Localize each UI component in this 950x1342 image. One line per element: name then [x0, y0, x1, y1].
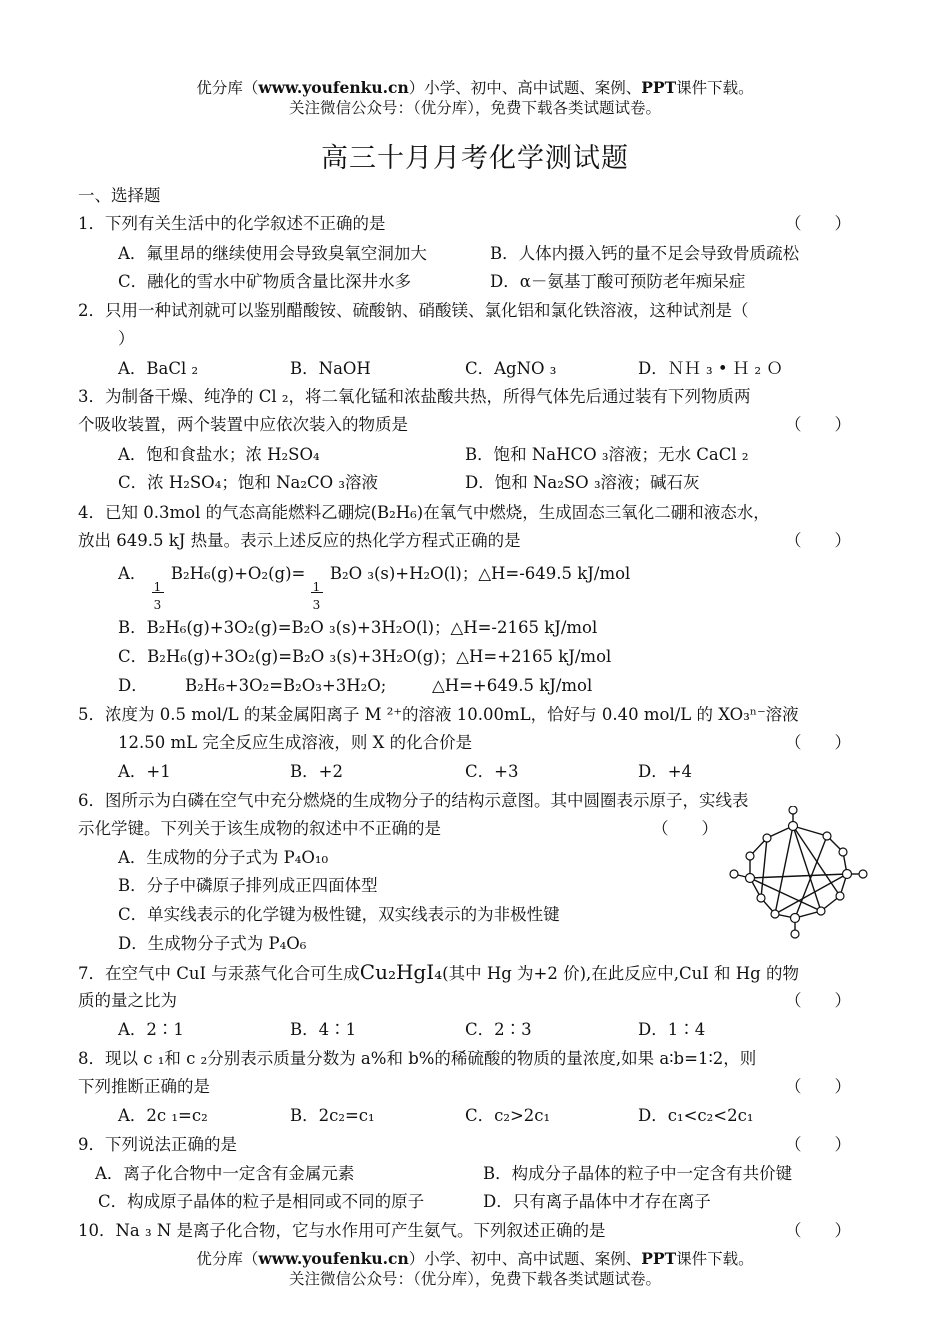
q7-option-d: D．1∶4	[638, 1020, 706, 1039]
oxygen-atom	[791, 930, 799, 938]
q8-option-d: D．c₁<c₂<2c₁	[638, 1106, 754, 1125]
question-3-stem-cont: 个吸收装置，两个装置中应依次装入的物质是	[78, 415, 408, 434]
page-title: 高三十月月考化学测试题	[321, 143, 629, 174]
q7-option-b: B．4∶1	[290, 1020, 357, 1039]
frac-numerator: 1	[153, 580, 162, 594]
oxygen-atom	[823, 832, 831, 840]
q2-option-a: A．BaCl ₂	[118, 359, 199, 378]
question-6-stem: 6．图所示为白磷在空气中充分燃烧的生成物分子的结构示意图。其中圆圈表示原子，实线表	[78, 791, 749, 810]
q1-option-d: D．α－氨基丁酸可预防老年痴呆症	[490, 272, 746, 291]
q1-option-a: A．氟里昂的继续使用会导致臭氧空洞加大	[118, 244, 427, 263]
answer-blank: （ ）	[785, 733, 851, 752]
question-10-stem: 10．Na ₃ N 是离子化合物，它与水作用可产生氨气。下列叙述正确的是	[78, 1221, 606, 1240]
page-header-line-1	[0, 78, 950, 98]
question-4-stem-cont: 放出 649.5 kJ 热量。表示上述反应的热化学方程式正确的是	[78, 531, 521, 550]
oxygen-atom	[763, 834, 771, 842]
oxygen-atom	[757, 894, 765, 902]
footer-site: www.youfenku.cn	[258, 1249, 409, 1268]
page-footer-line-1	[0, 1249, 950, 1269]
question-5-stem-cont: 12.50 mL 完全反应生成溶液，则 X 的化合价是	[118, 733, 473, 752]
oxygen-atom	[859, 870, 867, 878]
q4-option-d-equation: B₂H₆+3O₂=B₂O₃+3H₂O;	[185, 676, 387, 695]
oxygen-atom	[839, 848, 847, 856]
q5-option-d: D．+4	[638, 762, 693, 781]
footer-ppt: PPT	[641, 1249, 677, 1268]
q4-option-b: B．B₂H₆(g)+3O₂(g)=B₂O ₃(s)+3H₂O(l)；△H=-2165 kJ/mol	[118, 618, 598, 637]
header-ppt: PPT	[641, 78, 677, 97]
q2-option-d: D．ＮＨ ₃ • Ｈ ₂ Ｏ	[638, 359, 783, 378]
q9-option-d: D．只有离子晶体中才存在离子	[483, 1192, 711, 1211]
frac-denominator: 3	[312, 598, 321, 612]
question-8-stem-cont: 下列推断正确的是	[78, 1077, 210, 1096]
question-8-stem: 8．现以 c ₁和 c ₂分别表示质量分数为 a%和 b%的稀硫酸的物质的量浓度,如果 a∶b=1∶2，则	[78, 1049, 757, 1068]
answer-blank: （ ）	[785, 1221, 851, 1240]
answer-blank: （ ）	[785, 991, 851, 1010]
phosphorus-atom	[843, 870, 852, 879]
q8-option-a: A．2c ₁=c₂	[118, 1106, 208, 1125]
oxygen-atom	[730, 870, 738, 878]
header-text: ）小学、初中、高中试题、案例、	[408, 79, 642, 97]
equation-part: B₂O ₃(s)+H₂O(l)；△H=-649.5 kJ/mol	[329, 564, 631, 583]
phosphorus-atom	[791, 914, 800, 923]
question-5-stem: 5．浓度为 0.5 mol/L 的某金属阳离子 M ²⁺的溶液 10.00mL，恰好与 0.40 mol/L 的 XO₃ⁿ⁻溶液	[78, 705, 799, 724]
question-7-stem	[78, 960, 799, 986]
stem-text: (其中 Hg 为+2 价),在此反应中,CuI 和 Hg 的物	[442, 964, 799, 983]
frac-numerator: 1	[312, 580, 321, 594]
question-4-stem: 4．已知 0.3mol 的气态高能燃料乙硼烷(B₂H₆)在氧气中燃烧，生成固态三氧化二硼和液态水，	[78, 503, 770, 522]
question-2-stem: 2．只用一种试剂就可以鉴别醋酸铵、硫酸钠、硝酸镁、氯化铝和氯化铁溶液，这种试剂是（	[78, 301, 749, 320]
answer-blank: （ ）	[785, 1077, 851, 1096]
question-2-stem-cont: ）	[118, 329, 135, 348]
equation-part: B₂H₆(g)+O₂(g)=	[170, 564, 306, 583]
q6-option-d: D．生成物分子式为 P₄O₆	[118, 934, 307, 953]
question-1-stem: 1．下列有关生活中的化学叙述不正确的是	[78, 214, 386, 233]
q5-option-a: A．+1	[118, 762, 171, 781]
oxygen-atom	[836, 892, 844, 900]
phosphorus-atom	[746, 874, 755, 883]
answer-blank: （ ）	[785, 415, 851, 434]
q4-option-a	[118, 562, 631, 612]
answer-blank: （ ）	[785, 531, 851, 550]
phosphorus-atom	[789, 822, 798, 831]
q9-option-b: B．构成分子晶体的粒子中一定含有共价键	[483, 1164, 793, 1183]
oxygen-atom	[746, 852, 754, 860]
q4-option-d-label: D．	[118, 676, 148, 695]
q3-option-c: C．浓 H₂SO₄；饱和 Na₂CO ₃溶液	[118, 473, 378, 492]
q3-option-d: D．饱和 Na₂SO ₃溶液；碱石灰	[465, 473, 700, 492]
q7-option-c: C．2∶3	[465, 1020, 532, 1039]
question-6-stem-cont: 示化学键。下列关于该生成物的叙述中不正确的是	[78, 819, 441, 838]
q7-option-a: A．2∶1	[118, 1020, 184, 1039]
q6-option-b: B．分子中磷原子排列成正四面体型	[118, 876, 378, 895]
q9-option-a: A．离子化合物中一定含有金属元素	[95, 1164, 355, 1183]
section-heading: 一、选择题	[78, 186, 161, 205]
q6-option-a: A．生成物的分子式为 P₄O₁₀	[118, 848, 329, 867]
page-footer-line-2: 关注微信公众号：（优分库），免费下载各类试题试卷。	[288, 1270, 661, 1288]
page-header-line-2: 关注微信公众号：（优分库），免费下载各类试题试卷。	[288, 99, 661, 117]
p4o10-structure-diagram	[725, 806, 875, 946]
q4-option-d-enthalpy: △H=+649.5 kJ/mol	[432, 676, 593, 695]
q6-option-c: C．单实线表示的化学键为极性键，双实线表示的为非极性键	[118, 905, 560, 924]
question-7-stem-cont: 质的量之比为	[78, 991, 177, 1010]
q5-option-c: C．+3	[465, 762, 519, 781]
q8-option-c: C．c₂>2c₁	[465, 1106, 551, 1125]
formula-cu2hgi4: Cu₂HgI₄	[359, 960, 443, 984]
q9-option-c: C．构成原子晶体的粒子是相同或不同的原子	[98, 1192, 425, 1211]
answer-blank: （ ）	[785, 1135, 851, 1154]
frac-denominator: 3	[153, 598, 162, 612]
q1-option-c: C．融化的雪水中矿物质含量比深井水多	[118, 272, 412, 291]
answer-blank: （ ）	[785, 214, 851, 233]
header-text: 优分库（	[196, 79, 259, 97]
question-9-stem: 9．下列说法正确的是	[78, 1135, 237, 1154]
q5-option-b: B．+2	[290, 762, 343, 781]
oxygen-atom	[817, 907, 825, 915]
footer-text: ）小学、初中、高中试题、案例、	[408, 1250, 642, 1268]
header-text: 课件下载。	[676, 79, 754, 97]
oxygen-atom	[789, 806, 797, 814]
q3-option-b: B．饱和 NaHCO ₃溶液；无水 CaCl ₂	[465, 445, 749, 464]
q2-option-c: C．AgNO ₃	[465, 359, 557, 378]
q2-option-b: B．NaOH	[290, 359, 371, 378]
question-3-stem: 3．为制备干燥、纯净的 Cl ₂，将二氧化锰和浓盐酸共热，所得气体先后通过装有下列物质两	[78, 387, 751, 406]
oxygen-atom	[771, 910, 779, 918]
stem-text: 7．在空气中 CuI 与汞蒸气化合可生成	[78, 964, 360, 983]
option-label: A．	[118, 564, 147, 583]
q3-option-a: A．饱和食盐水；浓 H₂SO₄	[118, 445, 320, 464]
footer-text: 优分库（	[196, 1250, 259, 1268]
footer-text: 课件下载。	[676, 1250, 754, 1268]
header-site: www.youfenku.cn	[258, 78, 409, 97]
q4-option-c: C．B₂H₆(g)+3O₂(g)=B₂O ₃(s)+3H₂O(g)；△H=+2165 kJ/mol	[118, 647, 612, 666]
answer-blank: （ ）	[652, 819, 718, 838]
q8-option-b: B．2c₂=c₁	[290, 1106, 375, 1125]
q1-option-b: B．人体内摄入钙的量不足会导致骨质疏松	[490, 244, 800, 263]
